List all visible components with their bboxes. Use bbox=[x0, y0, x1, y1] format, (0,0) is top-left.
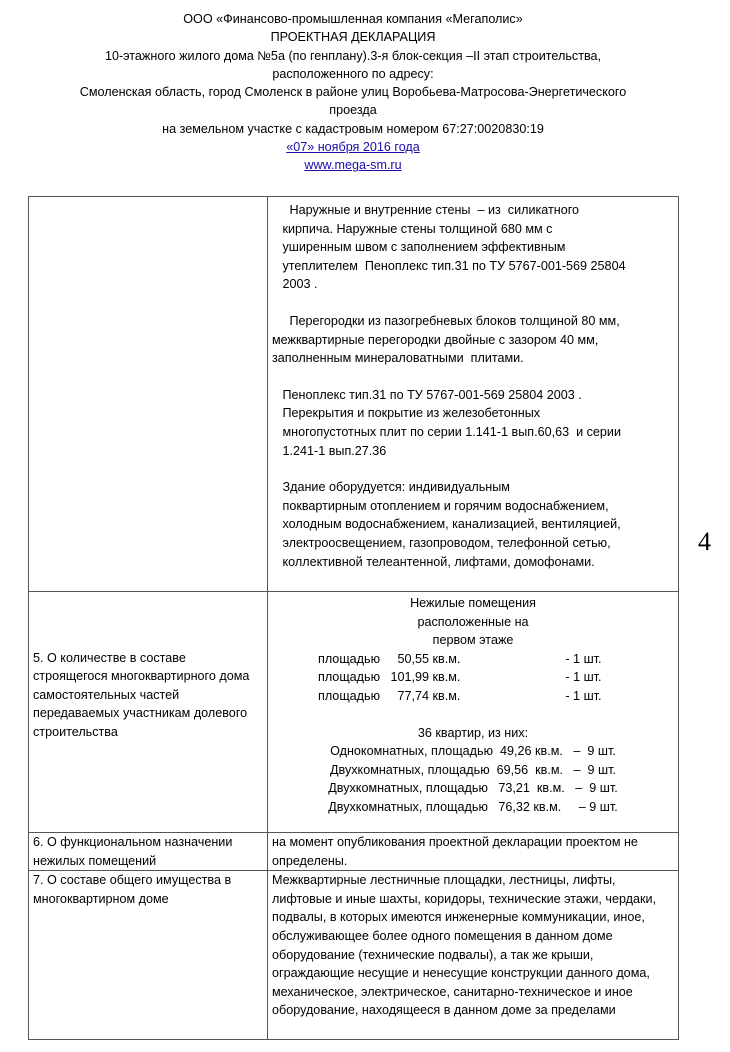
slabs-paragraph: Пеноплекс тип.31 по ТУ 5767-001-569 25804 2003 . Перекрытия и покрытие из железобетонных многопустотных плит по серии 1.141-1 вып.60,63 и серии 1.241-1 вып.27.36 bbox=[272, 387, 621, 458]
document-header bbox=[0, 10, 706, 175]
row-label: 7. О составе общего имущества в многоквартирном доме bbox=[29, 871, 268, 1040]
table-row bbox=[29, 871, 679, 1040]
address-line: Смоленская область, город Смоленск в районе улиц Воробьева-Матросова-Энергетического bbox=[79, 85, 627, 100]
nonresidential-area: площадью 77,74 кв.м. - 1 шт. bbox=[318, 688, 602, 703]
walls-description-cell bbox=[268, 197, 679, 592]
row-label bbox=[29, 197, 268, 592]
apartment-type: Двухкомнатных, площадью 69,56 кв.м. – 9 шт. bbox=[330, 762, 616, 777]
company-name: ООО «Финансово-промышленная компания «Мегаполис» bbox=[183, 12, 523, 26]
publication-date-link[interactable]: «07» ноября 2016 года bbox=[286, 140, 420, 155]
apartments-title: 36 квартир, из них: bbox=[417, 725, 529, 740]
row-label: 6. О функциональном назначении нежилых помещений bbox=[29, 833, 268, 871]
cadastral-number: на земельном участке с кадастровым номером 67:27:0020830:19 bbox=[162, 121, 544, 136]
table-row bbox=[29, 833, 679, 871]
walls-paragraph: Наружные и внутренние стены – из силикатного кирпича. Наружные стены толщиной 680 мм с уширенным швом с заполнением эффективным утеплителем Пеноплекс тип.31 по ТУ 5767-001-569 25804 2003 . bbox=[272, 203, 626, 292]
apartment-type: Однокомнатных, площадью 49,26 кв.м. – 9 шт. bbox=[330, 744, 616, 759]
row-value: на момент опубликования проектной декларации проектом не определены. bbox=[268, 833, 679, 871]
website-link[interactable]: www.mega-sm.ru bbox=[304, 158, 402, 173]
declaration-table bbox=[28, 196, 679, 1040]
document-type: ПРОЕКТНАЯ ДЕКЛАРАЦИЯ bbox=[270, 30, 436, 45]
nonresidential-title: Нежилые помещения bbox=[410, 596, 536, 610]
apartment-type: Двухкомнатных, площадью 73,21 кв.м. – 9 шт. bbox=[328, 781, 618, 796]
address-line-2: проезда bbox=[329, 103, 377, 118]
partitions-paragraph: Перегородки из пазогребневых блоков толщиной 80 мм, межквартирные перегородки двойные с зазором 40 мм, заполненным минераловатными плитами. bbox=[272, 313, 620, 366]
page-number: 4 bbox=[698, 527, 711, 556]
table-row bbox=[29, 197, 679, 592]
row-value: Межквартирные лестничные площадки, лестницы, лифты, лифтовые и иные шахты, коридоры, технические этажи, чердаки, подвалы, в которых имеются инженерные коммуникации, иное, обслуживающее более одного помещения в данном доме оборудование (технические подвалы), а так же крыши, ограждающие несущие и ненесущие конструкции данного дома, механическое, электрическое, санитарно-техническое и иное оборудование, находящееся в данном доме за пределами bbox=[268, 871, 679, 1040]
address-caption: расположенного по адресу: bbox=[272, 66, 434, 81]
object-description: 10-этажного жилого дома №5а (по генплану).3-я блок-секция –II этап строительства, bbox=[104, 48, 602, 63]
units-cell: Нежилые помещения расположенные на первом этаже площадью 50,55 кв.м. - 1 шт. площадью 101,99 кв.м. - 1 шт. площадью 77,74 кв.м. - 1 шт. 36 квартир, из них: Однокомнатных, площадью 49,26 кв.м. – 9 шт. Двухкомнатных, площадью 69,56 кв.м. – 9 шт. Двухкомнатных, площадью 73,21 кв.м. – 9 шт. Двухкомнатных, площадью 76,32 кв.м. – 9 шт. bbox=[268, 592, 679, 833]
nonresidential-area: площадью 50,55 кв.м. - 1 шт. bbox=[318, 651, 602, 666]
row-label: 5. О количестве в составе строящегося многоквартирного дома самостоятельных частей передаваемых участникам долевого строительства bbox=[29, 592, 268, 833]
utilities-paragraph: Здание оборудуется: индивидуальным поквартирным отоплением и горячим водоснабжением, холодным водоснабжением, канализацией, вентиляцией, электроосвещением, газопроводом, телефонной сетью, коллективной телеантенной, лифтами, домофонами. bbox=[272, 480, 621, 569]
apartment-type: Двухкомнатных, площадью 76,32 кв.м. – 9 шт. bbox=[328, 799, 618, 814]
nonresidential-area: площадью 101,99 кв.м. - 1 шт. bbox=[318, 670, 602, 685]
table-row bbox=[29, 592, 679, 833]
